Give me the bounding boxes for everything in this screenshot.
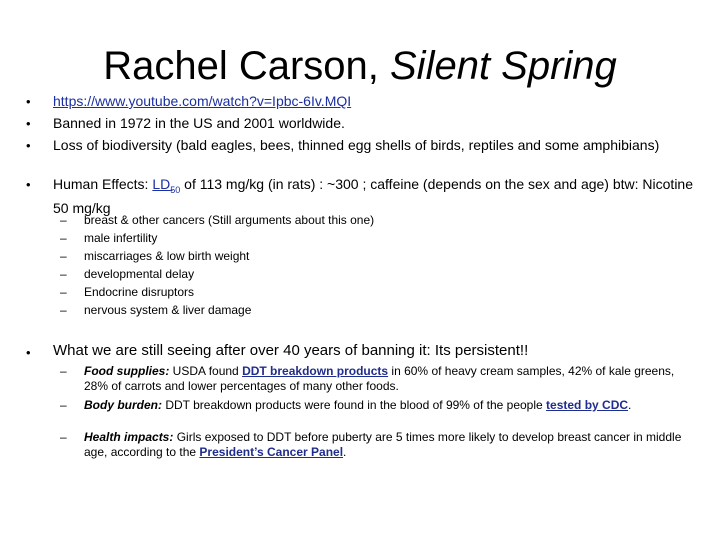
food-label: Food supplies: [84,364,170,378]
title-author: Rachel Carson, [103,44,390,88]
effect-item: nervous system & liver damage [84,303,252,317]
dash-marker: – [60,398,67,412]
ddt-breakdown-link[interactable]: DDT breakdown products [242,364,389,378]
food-post: in 60% of heavy cream samples, 42% of kale greens, 28% of carrots and lower percentages of many other foods. [84,364,675,393]
bullet-banned: Banned in 1972 in the US and 2001 worldwide. [53,115,345,131]
effect-item: developmental delay [84,267,195,281]
bullet-biodiversity: Loss of biodiversity (bald eagles, bees, thinned egg shells of birds, reptiles and some amphibians) [53,137,660,153]
body-post: . [628,398,632,412]
health-label: Health impacts: [84,430,174,444]
health-post: . [343,445,347,459]
bullet-marker: • [26,116,31,131]
food-pre: USDA found [169,364,243,378]
bullet-url [53,92,703,110]
dash-marker: – [60,430,67,444]
ld-text: LD [152,176,171,192]
effect-item: breast & other cancers (Still arguments about this one) [84,213,375,227]
bullet-marker: • [26,94,31,109]
health-impacts-item [84,430,684,460]
bullet-still-seeing: What we are still seeing after over 40 years of banning it: Its persistent!! [53,342,529,359]
effect-item: male infertility [84,231,158,245]
human-effects-pre: Human Effects: [53,176,153,192]
bullet-marker: • [26,138,31,153]
title-book: Silent Spring [390,44,617,88]
dash-marker: – [60,231,67,245]
dash-marker: – [60,267,67,281]
effect-item: miscarriages & low birth weight [84,249,250,263]
dash-marker: – [60,364,67,378]
cancer-panel-link[interactable]: President’s Cancer Panel [199,445,344,459]
dash-marker: – [60,213,67,227]
body-burden-item [84,398,684,413]
body-label: Body burden: [84,398,162,412]
ld-subscript: 50 [170,184,181,195]
health-pre: Girls exposed to DDT before puberty are 5 times more likely to develop breast cancer in middle age, according to the [84,430,682,459]
body-pre: DDT breakdown products were found in the blood of 99% of the people [162,398,547,412]
effect-item: Endocrine disruptors [84,285,195,299]
bullet-marker: • [26,345,31,360]
slide-title [0,42,720,90]
dash-marker: – [60,249,67,263]
ld50-link[interactable] [152,176,181,195]
bullet-marker: • [26,177,31,192]
food-supplies-item [84,364,684,394]
human-effects-post: of 113 mg/kg (in rats) : ~300 ; caffeine (depends on the sex and age) btw: Nicotine 50 mg/kg [53,176,693,216]
tested-by-cdc-link[interactable]: tested by CDC [546,398,629,412]
dash-marker: – [60,303,67,317]
youtube-link[interactable]: https://www.youtube.com/watch?v=Ipbc-6Iv.MQI [53,93,352,109]
dash-marker: – [60,285,67,299]
